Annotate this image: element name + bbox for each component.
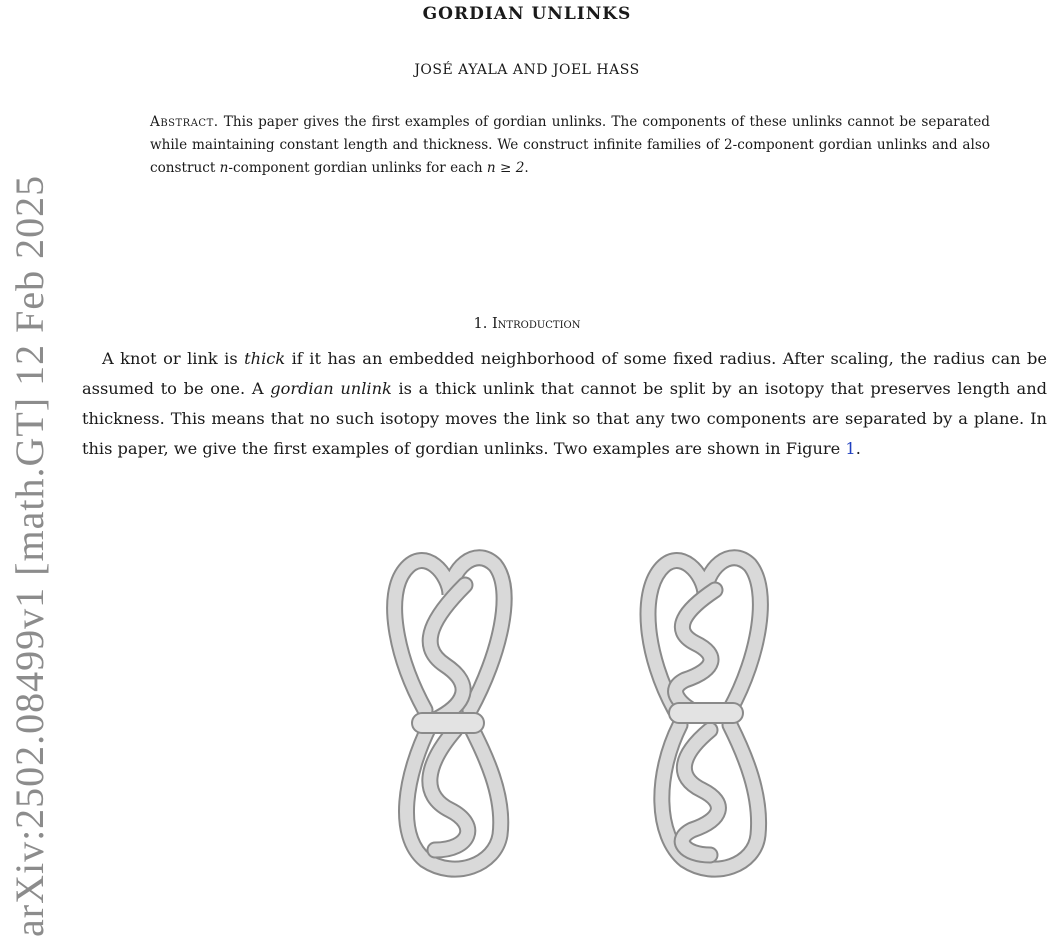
- intro-paragraph: [82, 344, 1047, 464]
- intro-text-3: is a thick unlink that cannot be split by an isotopy that preserves length and thickness. This means that no such isotopy moves the link so that any two components are separated by a plane. In this paper, we give the first examples of gordian unlinks. Two examples are shown in Figure: [82, 379, 1047, 458]
- abstract-text-1: This paper gives the first examples of gordian unlinks. The components of these unlinks cannot be separated while maintaining constant length and thickness. We construct infinite families of 2-component gordian unlinks and also construct: [150, 114, 990, 176]
- abstract-text-3: .: [524, 160, 529, 176]
- right-binding-ring: [668, 702, 744, 724]
- section-number: 1.: [473, 316, 488, 332]
- right-gordian-unlink: [648, 558, 760, 869]
- right-lower-twist: [682, 730, 718, 855]
- left-upper-twist: [430, 585, 465, 720]
- abstract: [150, 111, 990, 180]
- intro-term-thick: thick: [244, 349, 286, 368]
- abstract-text-2: -component gordian unlinks for each: [228, 160, 487, 176]
- intro-text-4: .: [855, 439, 861, 458]
- abstract-math-n: n: [219, 160, 229, 176]
- intro-text-2: if it has an embedded neighborhood of some fixed radius. After scaling, the radius can be assumed to be one. A: [82, 349, 1047, 398]
- figure-canvas: [330, 515, 800, 937]
- arxiv-identifier-stamp: arXiv:2502.08499v1 [math.GT] 12 Feb 2025: [7, 174, 52, 937]
- figure-gordian-unlinks: [330, 515, 800, 937]
- figure-reference-link[interactable]: 1: [845, 439, 856, 458]
- abstract-label: Abstract.: [150, 114, 219, 130]
- left-binding-ring: [411, 712, 485, 734]
- section-title: Introduction: [491, 316, 581, 332]
- right-upper-twist: [676, 590, 715, 715]
- intro-text-1: A knot or link is: [102, 349, 245, 368]
- left-gordian-unlink: [395, 558, 505, 869]
- abstract-math-condition: n ≥ 2: [486, 160, 525, 176]
- section-heading: [0, 316, 1054, 332]
- right-upper-loop: [648, 558, 760, 710]
- paper-title: GORDIAN UNLINKS: [422, 4, 632, 24]
- left-upper-loop: [395, 558, 505, 710]
- paper-authors: JOSÉ AYALA AND JOEL HASS: [414, 62, 640, 78]
- left-lower-twist: [430, 730, 468, 850]
- intro-term-gordian-unlink: gordian unlink: [270, 379, 392, 398]
